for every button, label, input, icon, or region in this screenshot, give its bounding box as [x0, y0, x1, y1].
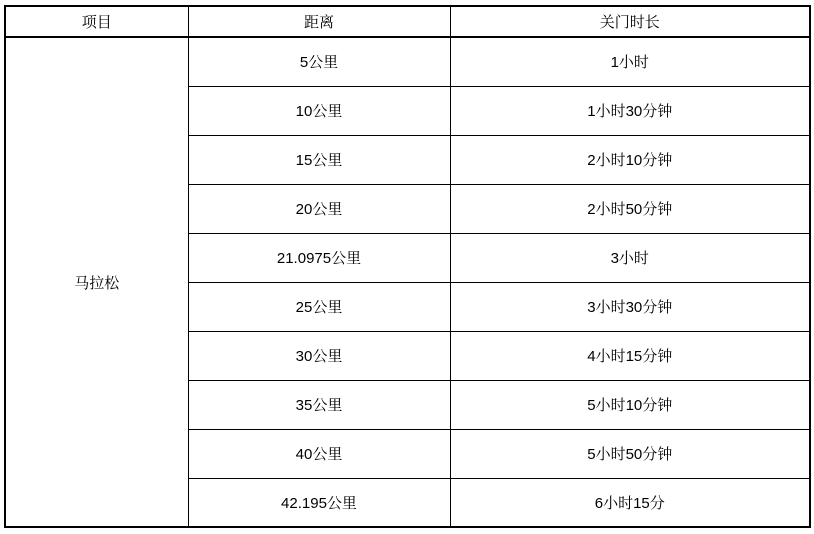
distance-cell: 15公里	[188, 135, 450, 184]
distance-cell: 10公里	[188, 86, 450, 135]
table-header	[5, 6, 810, 37]
distance-cell: 40公里	[188, 429, 450, 478]
duration-cell: 5小时50分钟	[450, 429, 810, 478]
table-row	[5, 37, 810, 86]
duration-cell: 6小时15分	[450, 478, 810, 527]
duration-cell: 2小时50分钟	[450, 184, 810, 233]
duration-cell: 3小时	[450, 233, 810, 282]
duration-cell: 5小时10分钟	[450, 380, 810, 429]
duration-cell: 2小时10分钟	[450, 135, 810, 184]
distance-cell: 30公里	[188, 331, 450, 380]
marathon-cutoff-table	[4, 5, 811, 528]
distance-cell: 42.195公里	[188, 478, 450, 527]
duration-cell: 3小时30分钟	[450, 282, 810, 331]
header-cell-duration: 关门时长	[450, 6, 810, 37]
distance-cell: 20公里	[188, 184, 450, 233]
distance-cell: 5公里	[188, 37, 450, 86]
duration-cell: 4小时15分钟	[450, 331, 810, 380]
distance-cell: 21.0975公里	[188, 233, 450, 282]
header-cell-distance: 距离	[188, 6, 450, 37]
header-cell-project: 项目	[5, 6, 188, 37]
distance-cell: 25公里	[188, 282, 450, 331]
header-row	[5, 6, 810, 37]
duration-cell: 1小时30分钟	[450, 86, 810, 135]
project-name-cell: 马拉松	[5, 37, 188, 527]
distance-cell: 35公里	[188, 380, 450, 429]
table-body	[5, 37, 810, 527]
duration-cell: 1小时	[450, 37, 810, 86]
